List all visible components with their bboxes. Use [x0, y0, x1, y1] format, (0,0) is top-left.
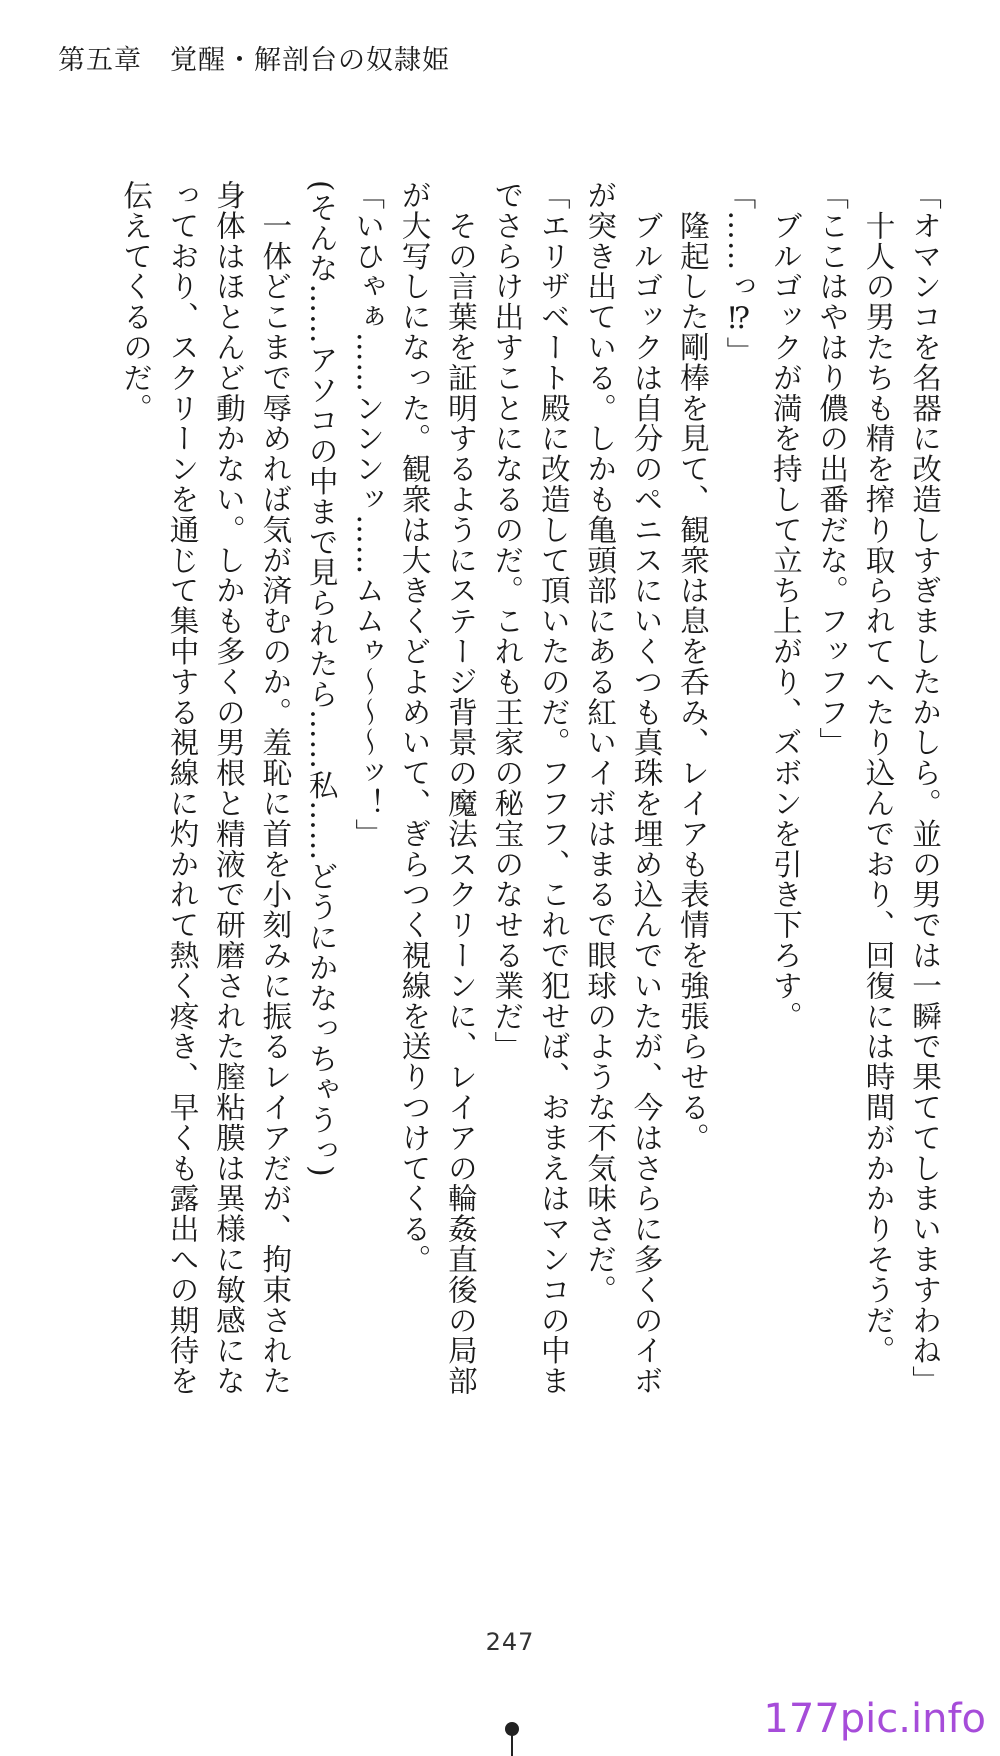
text-line: 身体はほとんど動かない。しかも多くの男根と精液で研磨された膣粘膜は異様に敏感にな	[211, 180, 246, 1396]
text-line: 伝えてくるのだ。	[119, 180, 154, 424]
vertical-body-text	[113, 180, 948, 1480]
text-line: が大写しになった。観衆は大きくどよめいて、ぎらつく視線を送りつけてくる。	[397, 180, 432, 1275]
text-line: 「……っ⁉」	[722, 180, 757, 367]
watermark-text: 177pic.info	[763, 1696, 986, 1742]
page-number: 247	[485, 1628, 535, 1656]
text-line: っており、スクリーンを通じて集中する視線に灼かれて熱く疼き、早くも露出への期待を	[165, 180, 200, 1396]
text-line: 「いひゃぁ……ンンンッ……ムムゥ〜〜〜ッ！」	[351, 180, 386, 849]
page-dot-stem	[511, 1734, 513, 1756]
text-line: 「オマンコを名器に改造しすぎましたかしら。並の男では一瞬で果ててしまいますわね」	[908, 180, 942, 1396]
running-header-title: 第五章 覚醒・解剖台の奴隷姫	[58, 45, 450, 76]
text-line: ブルゴックは自分のペニスにいくつも真珠を埋め込んでいたが、今はさらに多くのイボ	[629, 180, 664, 1396]
text-line: 十人の男たちも精を搾り取られてへたり込んでおり、回復には時間がかかりそうだ。	[861, 180, 896, 1366]
text-line: (そんな……アソコの中まで見られたら……私……どうにかなっちゃうっ)	[304, 180, 339, 1178]
text-line: 「ここはやはり儂の出番だな。フッフフ」	[815, 180, 850, 758]
text-line: 一体どこまで辱めれば気が済むのか。羞恥に首を小刻みに振るレイアだが、拘束された	[258, 180, 293, 1396]
text-line: 「エリザベート殿に改造して頂いたのだ。フフフ、これで犯せば、おまえはマンコの中ま	[536, 180, 571, 1396]
text-line: でさらけ出すことになるのだ。これも王家の秘宝のなせる業だ」	[490, 180, 525, 1062]
text-line: ブルゴックが満を持して立ち上がり、ズボンを引き下ろす。	[768, 180, 803, 1032]
text-line: 隆起した剛棒を見て、観衆は息を呑み、レイアも表情を強張らせる。	[675, 180, 710, 1153]
text-line: が突き出ている。しかも亀頭部にある紅いイボはまるで眼球のような不気味さだ。	[583, 180, 618, 1305]
text-line: その言葉を証明するようにステージ背景の魔法スクリーンに、レイアの輪姦直後の局部	[443, 180, 478, 1396]
